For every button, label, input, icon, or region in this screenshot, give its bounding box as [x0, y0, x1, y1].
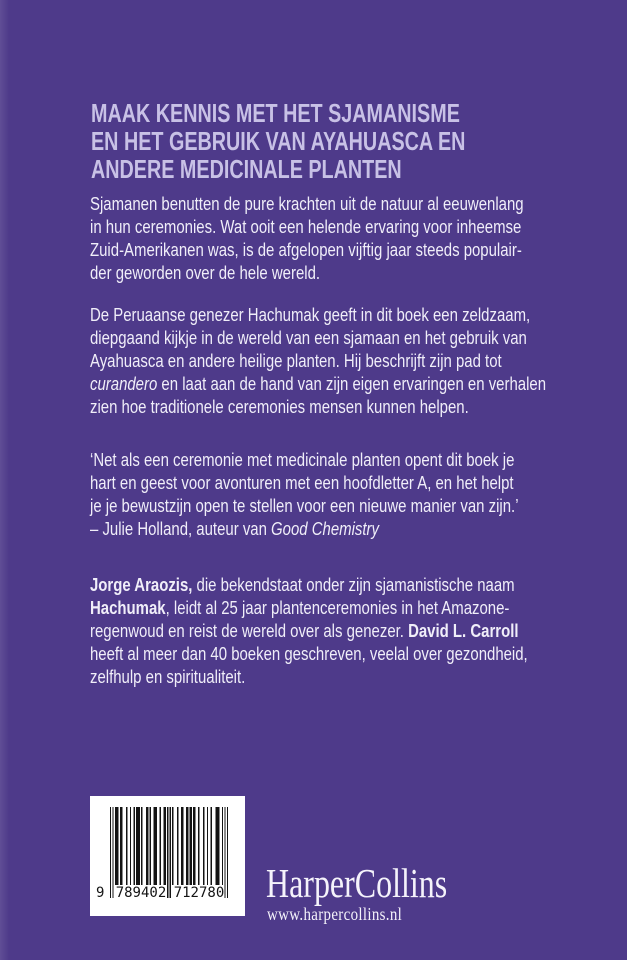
text-line: De Peruaanse genezer Hachumak geeft in dit boek een zeldzaam,	[90, 305, 531, 325]
publisher-website: www.harpercollins.nl	[267, 904, 403, 924]
text-line: regenwoud en reist de wereld over als genezer. David L. Carroll	[90, 621, 519, 641]
barcode-number	[90, 885, 245, 905]
text-line: Jorge Araozis, die bekendstaat onder zijn sjamanistische naam	[90, 575, 515, 595]
text-line: hart en geest voor avonturen met een hoofdletter A, en het helpt	[90, 473, 514, 493]
barcode-digit-group2: 712780	[173, 885, 225, 901]
spine-edge-highlight	[0, 0, 9, 960]
text-line: zelfhulp en spiritualiteit.	[90, 667, 246, 687]
barcode-digit-group1: 789402	[115, 885, 167, 901]
text-line: der geworden over de hele wereld.	[90, 263, 321, 283]
author-bio	[90, 574, 617, 689]
text-line: curandero en laat aan de hand van zijn eigen ervaringen en verhalen	[90, 374, 547, 394]
text-line: Sjamanen benutten de pure krachten uit de natuur al eeuwenlang	[90, 194, 524, 214]
text-line: je je bewustzijn open te stellen voor een nieuwe manier van zijn.’	[90, 496, 519, 516]
cover-heading	[91, 99, 584, 183]
text-line: ANDERE MEDICINALE PLANTEN	[91, 154, 402, 184]
text-line: MAAK KENNIS MET HET SJAMANISME	[91, 98, 460, 128]
barcode-lead-digit: 9	[96, 885, 105, 901]
publisher-logo: HarperCollins	[266, 860, 448, 906]
text-line: Zuid-Amerikanen was, is de afgelopen vijftig jaar steeds populair-	[90, 240, 522, 260]
barcode	[90, 796, 245, 916]
text-line: zien hoe traditionele ceremonies mensen kunnen helpen.	[90, 397, 469, 417]
text-line: ‘Net als een ceremonie met medicinale planten opent dit boek je	[90, 450, 515, 470]
book-description-paragraph	[90, 304, 627, 419]
text-line: Hachumak, leidt al 25 jaar plantenceremonies in het Amazone-	[90, 598, 510, 618]
text-line: Ayahuasca en andere heilige planten. Hij beschrijft zijn pad tot	[90, 351, 502, 371]
text-line: in hun ceremonies. Wat ooit een helende ervaring voor inheemse	[90, 217, 522, 237]
review-quote	[90, 449, 606, 541]
text-line: diepgaand kijkje in de wereld van een sjamaan en het gebruik van	[90, 328, 527, 348]
intro-paragraph	[90, 193, 612, 285]
text-line: – Julie Holland, auteur van Good Chemistry	[90, 519, 379, 539]
text-line: heeft al meer dan 40 boeken geschreven, veelal over gezondheid,	[90, 644, 528, 664]
text-line: EN HET GEBRUIK VAN AYAHUASCA EN	[91, 126, 466, 156]
